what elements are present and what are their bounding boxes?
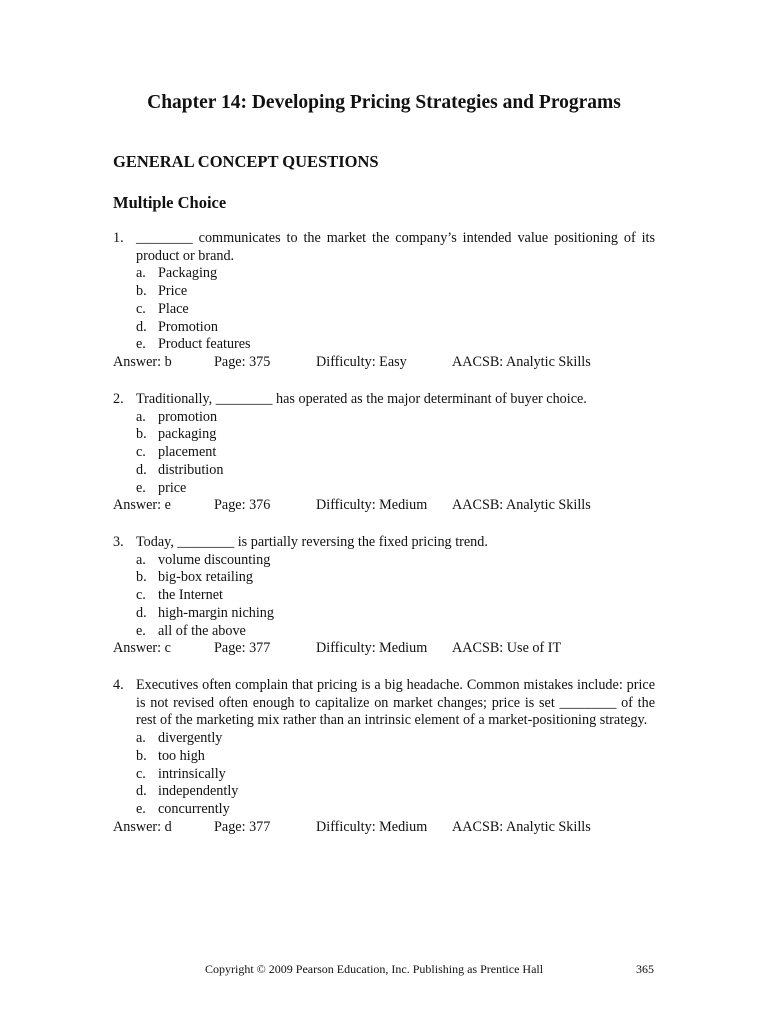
page-reference: Page: 375 xyxy=(214,353,271,370)
answer-choices xyxy=(136,552,655,641)
choice-letter: b. xyxy=(136,747,147,764)
question-text: Executives often complain that pricing is a big headache. Common mistakes include: price is not revised often enough to capitalize on market changes; price is set ________ of the rest of the marketing mix rather than an intrinsic element of a market-positioning strategy. xyxy=(136,677,655,729)
choice-text: the Internet xyxy=(158,587,223,604)
choice-letter: b. xyxy=(136,426,147,443)
page-reference: Page: 376 xyxy=(214,497,271,514)
choice-text: independently xyxy=(158,783,239,800)
question-stem xyxy=(113,391,655,409)
question-1 xyxy=(113,230,655,372)
choice-text: distribution xyxy=(158,461,224,478)
choice-text: Promotion xyxy=(158,318,218,335)
choice-letter: c. xyxy=(136,765,146,782)
chapter-title: Chapter 14: Developing Pricing Strategies and Programs xyxy=(147,92,621,113)
aacsb-tag: AACSB: Analytic Skills xyxy=(452,818,591,835)
choice-letter: a. xyxy=(136,551,146,568)
choice-letter: d. xyxy=(136,461,147,478)
question-text: Traditionally, ________ has operated as the major determinant of buyer choice. xyxy=(136,391,587,407)
footer-page-number: 365 xyxy=(636,962,654,976)
choice-b xyxy=(136,426,655,444)
choice-letter: b. xyxy=(136,283,147,300)
choice-text: high-margin niching xyxy=(158,604,274,621)
question-number: 2. xyxy=(113,391,124,407)
answer-choices xyxy=(136,409,655,498)
choice-b xyxy=(136,748,655,766)
choice-text: too high xyxy=(158,747,205,764)
footer-copyright: Copyright © 2009 Pearson Education, Inc. Publishing as Prentice Hall xyxy=(205,962,544,976)
choice-e xyxy=(136,480,655,498)
choice-e xyxy=(136,336,655,354)
choice-a xyxy=(136,409,655,427)
choice-text: Place xyxy=(158,300,189,317)
choice-a xyxy=(136,552,655,570)
choice-a xyxy=(136,730,655,748)
answer-key: Answer: b xyxy=(113,353,172,370)
answer-metadata xyxy=(113,497,655,515)
choice-text: volume discounting xyxy=(158,551,271,568)
choice-d xyxy=(136,319,655,337)
choice-c xyxy=(136,301,655,319)
answer-metadata xyxy=(113,819,655,837)
difficulty-level: Difficulty: Medium xyxy=(316,818,428,835)
choice-letter: d. xyxy=(136,783,147,800)
choice-text: promotion xyxy=(158,408,218,425)
choice-text: concurrently xyxy=(158,800,230,817)
choice-letter: e. xyxy=(136,800,146,817)
choice-letter: c. xyxy=(136,587,146,604)
choice-d xyxy=(136,783,655,801)
choice-c xyxy=(136,587,655,605)
choice-text: Price xyxy=(158,283,188,300)
question-4 xyxy=(113,677,655,836)
choice-letter: a. xyxy=(136,265,146,282)
choice-a xyxy=(136,265,655,283)
page-reference: Page: 377 xyxy=(214,640,271,657)
answer-choices xyxy=(136,265,655,354)
choice-text: all of the above xyxy=(158,622,246,639)
choice-letter: d. xyxy=(136,604,147,621)
answer-metadata xyxy=(113,640,655,658)
choice-c xyxy=(136,444,655,462)
question-text: Today, ________ is partially reversing the fixed pricing trend. xyxy=(136,534,488,550)
difficulty-level: Difficulty: Medium xyxy=(316,640,428,657)
choice-c xyxy=(136,766,655,784)
choice-d xyxy=(136,605,655,623)
question-number: 1. xyxy=(113,230,124,246)
question-3 xyxy=(113,534,655,658)
choice-text: price xyxy=(158,479,187,496)
aacsb-tag: AACSB: Analytic Skills xyxy=(452,353,591,370)
aacsb-tag: AACSB: Use of IT xyxy=(452,640,562,657)
choice-letter: e. xyxy=(136,336,146,353)
answer-key: Answer: d xyxy=(113,818,172,835)
subsection-title: Multiple Choice xyxy=(113,193,227,212)
choice-b xyxy=(136,283,655,301)
choice-text: big-box retailing xyxy=(158,569,253,586)
choice-letter: e. xyxy=(136,479,146,496)
answer-key: Answer: e xyxy=(113,497,171,514)
choice-b xyxy=(136,569,655,587)
choice-text: divergently xyxy=(158,730,223,747)
question-text: ________ communicates to the market the company’s intended value positioning of its product or brand. xyxy=(136,230,655,264)
difficulty-level: Difficulty: Medium xyxy=(316,497,428,514)
answer-metadata xyxy=(113,354,655,372)
answer-choices xyxy=(136,730,655,819)
choice-e xyxy=(136,623,655,641)
question-number: 4. xyxy=(113,677,124,693)
choice-letter: e. xyxy=(136,622,146,639)
choice-letter: c. xyxy=(136,300,146,317)
question-stem xyxy=(113,677,655,730)
answer-key: Answer: c xyxy=(113,640,171,657)
choice-letter: a. xyxy=(136,408,146,425)
choice-letter: c. xyxy=(136,444,146,461)
choice-text: placement xyxy=(158,444,217,461)
question-2 xyxy=(113,391,655,515)
choice-letter: d. xyxy=(136,318,147,335)
choice-e xyxy=(136,801,655,819)
question-stem xyxy=(113,534,655,552)
choice-text: intrinsically xyxy=(158,765,226,782)
choice-text: packaging xyxy=(158,426,217,443)
section-title: GENERAL CONCEPT QUESTIONS xyxy=(113,152,379,171)
choice-text: Product features xyxy=(158,336,251,353)
choice-letter: a. xyxy=(136,730,146,747)
choice-d xyxy=(136,462,655,480)
question-stem xyxy=(113,230,655,265)
difficulty-level: Difficulty: Easy xyxy=(316,353,407,370)
question-number: 3. xyxy=(113,534,124,550)
page-reference: Page: 377 xyxy=(214,818,271,835)
choice-letter: b. xyxy=(136,569,147,586)
choice-text: Packaging xyxy=(158,265,218,282)
aacsb-tag: AACSB: Analytic Skills xyxy=(452,497,591,514)
